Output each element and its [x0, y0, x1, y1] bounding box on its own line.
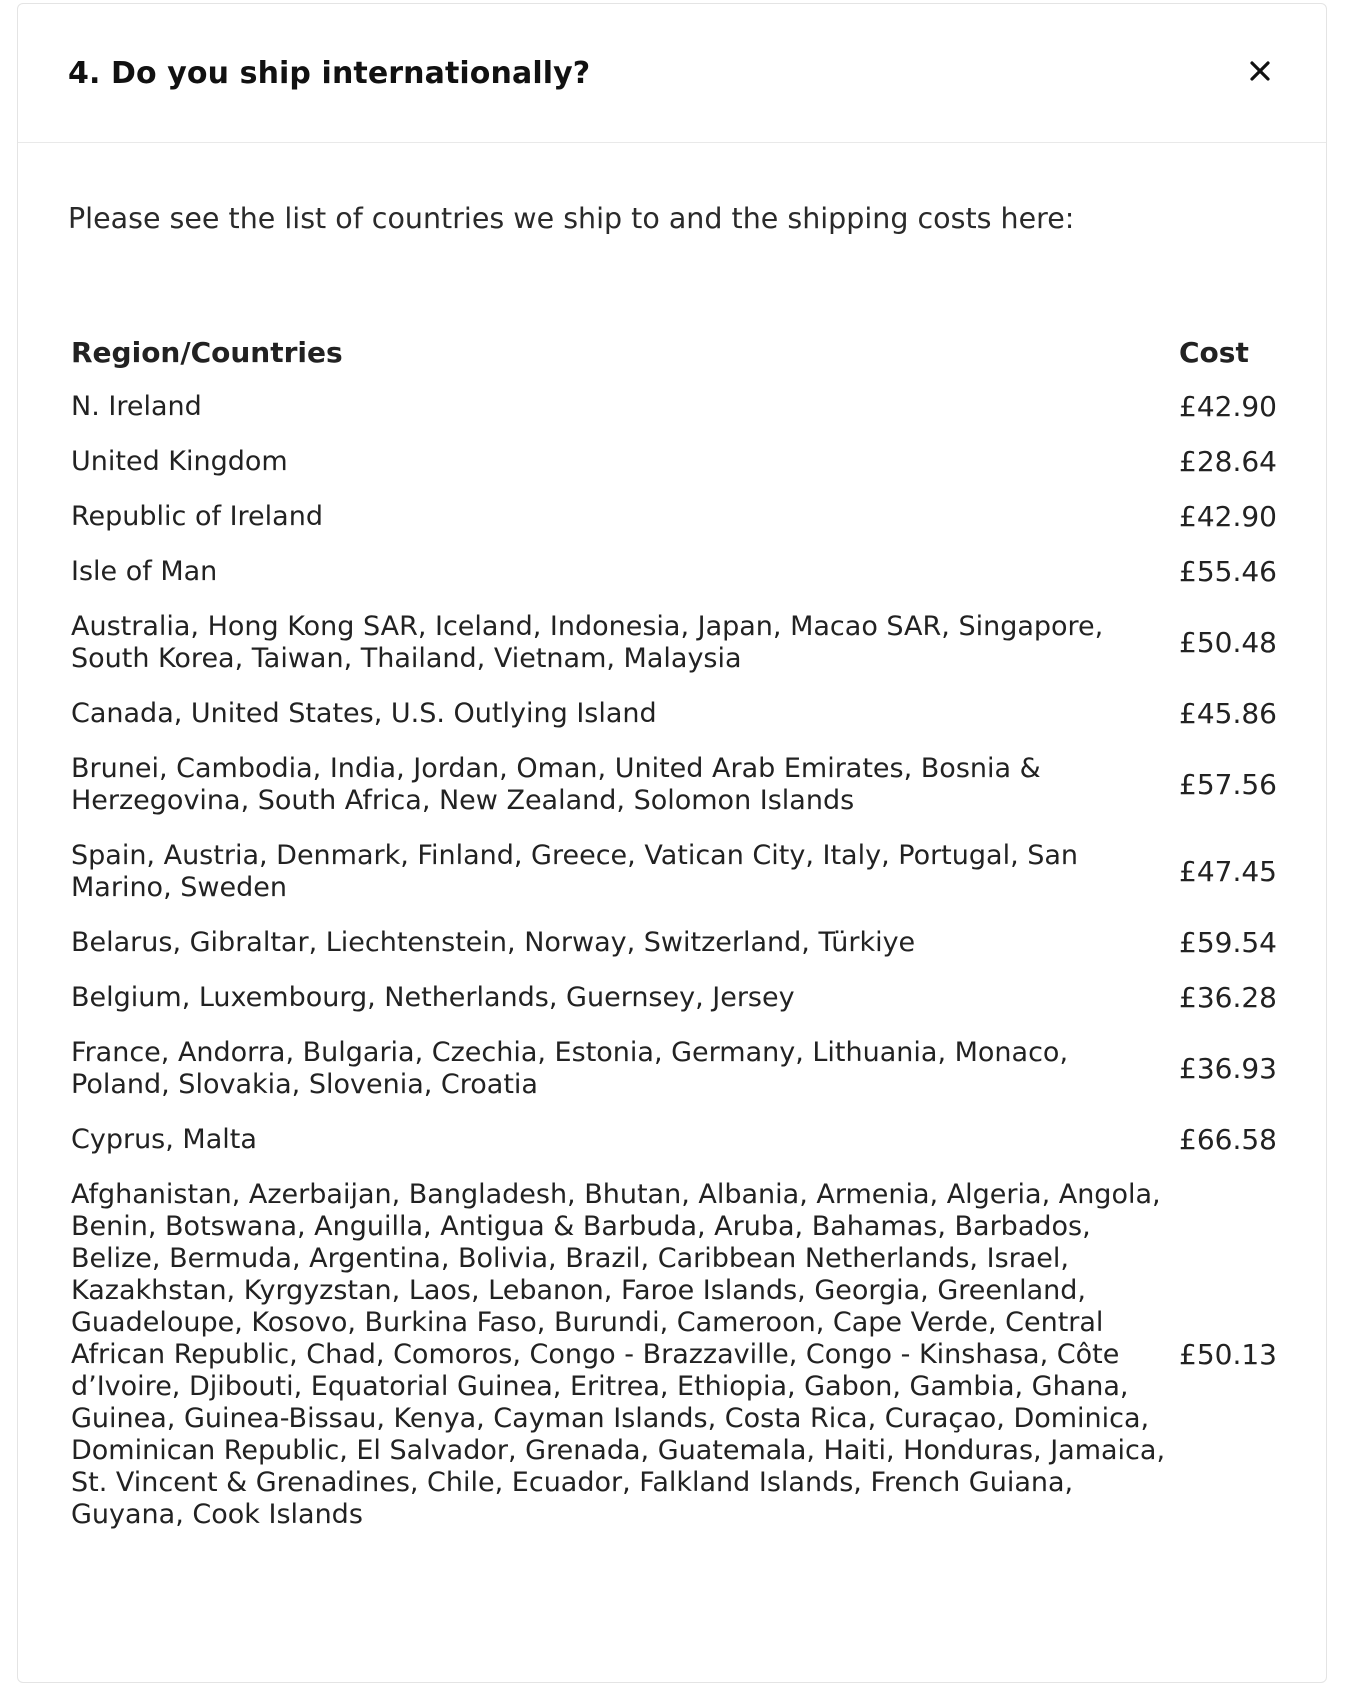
- region-cell: Isle of Man: [71, 556, 218, 587]
- shipping-cost-table: [68, 331, 1293, 1544]
- table-row: [68, 1169, 1293, 1544]
- table-row: [68, 601, 1293, 688]
- table-row: [68, 743, 1293, 830]
- table-row: [68, 830, 1293, 917]
- region-cell: Brunei, Cambodia, India, Jordan, Oman, United Arab Emirates, Bosnia & Herzegovina, South Africa, New Zealand, Solomon Islands: [71, 753, 1041, 816]
- table-row: [68, 491, 1293, 546]
- table-row: [68, 436, 1293, 491]
- table-row: [68, 1114, 1293, 1169]
- cost-cell: £36.93: [1179, 1052, 1277, 1085]
- table-header-row: [68, 331, 1293, 381]
- region-cell: France, Andorra, Bulgaria, Czechia, Estonia, Germany, Lithuania, Monaco, Poland, Slovakia, Slovenia, Croatia: [71, 1037, 1069, 1100]
- region-cell: Cyprus, Malta: [71, 1124, 257, 1155]
- modal-body: [18, 143, 1326, 1544]
- region-cell: Belgium, Luxembourg, Netherlands, Guernsey, Jersey: [71, 982, 795, 1013]
- region-cell: Australia, Hong Kong SAR, Iceland, Indonesia, Japan, Macao SAR, Singapore, South Korea, Taiwan, Thailand, Vietnam, Malaysia: [71, 611, 1104, 674]
- region-cell: N. Ireland: [71, 391, 202, 422]
- cost-column-header: Cost: [1179, 336, 1249, 369]
- region-cell: Republic of Ireland: [71, 501, 323, 532]
- cost-cell: £36.28: [1179, 981, 1277, 1014]
- close-icon: [1249, 60, 1271, 85]
- cost-cell: £47.45: [1179, 855, 1277, 888]
- region-cell: Spain, Austria, Denmark, Finland, Greece, Vatican City, Italy, Portugal, San Marino, Sweden: [71, 840, 1079, 903]
- cost-cell: £45.86: [1179, 697, 1277, 730]
- modal-header: [18, 4, 1326, 143]
- cost-cell: £55.46: [1179, 555, 1277, 588]
- cost-cell: £42.90: [1179, 500, 1277, 533]
- table-row: [68, 1027, 1293, 1114]
- faq-modal: [17, 3, 1327, 1683]
- table-row: [68, 972, 1293, 1027]
- cost-cell: £28.64: [1179, 445, 1277, 478]
- cost-cell: £50.13: [1179, 1338, 1277, 1371]
- table-row: [68, 381, 1293, 436]
- region-cell: United Kingdom: [71, 446, 288, 477]
- cost-cell: £59.54: [1179, 926, 1277, 959]
- cost-cell: £57.56: [1179, 768, 1277, 801]
- cost-cell: £42.90: [1179, 390, 1277, 423]
- region-cell: Afghanistan, Azerbaijan, Bangladesh, Bhutan, Albania, Armenia, Algeria, Angola, Benin, Botswana, Anguilla, Antigua & Barbuda, Aruba, Bahamas, Barbados, Belize, Bermuda, Argentina, Bolivia, Brazil, Caribbean Netherlands, Israel, Kazakhstan, Kyrgyzstan, Laos, Lebanon, Faroe Islands, Georgia, Greenland, Guadeloupe, Kosovo, Burkina Faso, Burundi, Cameroon, Cape Verde, Central African Republic, Chad, Comoros, Congo - Brazzaville, Congo - Kinshasa, Côte d’Ivoire, Djibouti, Equatorial Guinea, Eritrea, Ethiopia, Gabon, Gambia, Ghana, Guinea, Guinea-Bissau, Kenya, Cayman Islands, Costa Rica, Curaçao, Dominica, Dominican Republic, El Salvador, Grenada, Guatemala, Haiti, Honduras, Jamaica, St. Vincent & Grenadines, Chile, Ecuador, Falkland Islands, French Guiana, Guyana, Cook Islands: [71, 1179, 1166, 1530]
- table-row: [68, 546, 1293, 601]
- intro-text: Please see the list of countries we ship to and the shipping costs here:: [68, 202, 1075, 235]
- cost-cell: £50.48: [1179, 626, 1277, 659]
- cost-cell: £66.58: [1179, 1123, 1277, 1156]
- region-column-header: Region/Countries: [71, 336, 343, 369]
- region-cell: Belarus, Gibraltar, Liechtenstein, Norway, Switzerland, Türkiye: [71, 927, 916, 958]
- modal-title: 4. Do you ship internationally?: [68, 56, 591, 91]
- table-row: [68, 688, 1293, 743]
- table-row: [68, 917, 1293, 972]
- region-cell: Canada, United States, U.S. Outlying Island: [71, 698, 657, 729]
- close-button[interactable]: [1238, 50, 1282, 94]
